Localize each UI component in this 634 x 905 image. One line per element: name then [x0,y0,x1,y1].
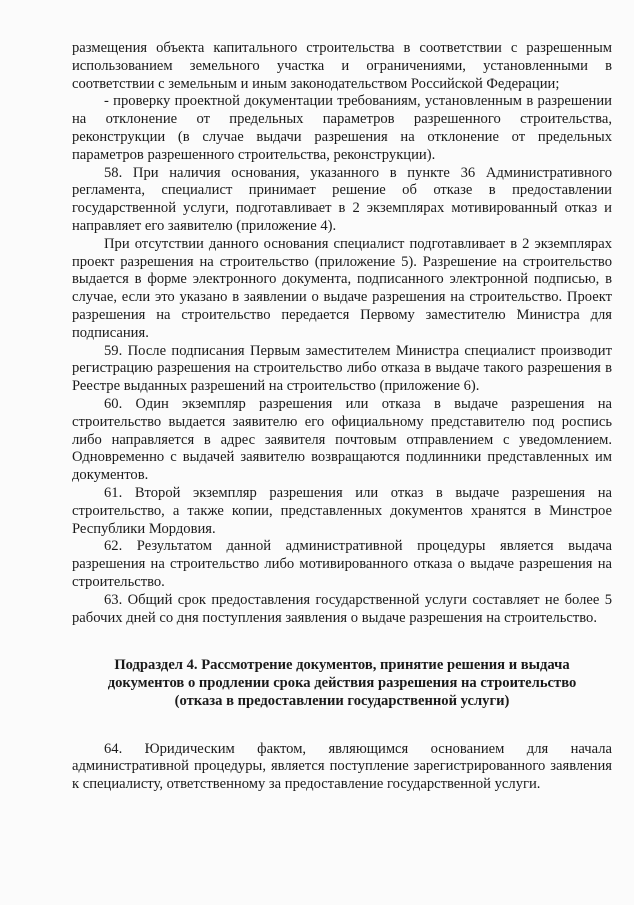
paragraph-58: 58. При наличия основания, указанного в пункте 36 Административного регламента, специалист принимает решение об отказе в предоставлении государственной услуги, подготавливает в 2 экземплярах мотивированный отказ и направляет его заявителю (приложение 4). [72,164,612,234]
paragraph-62: 62. Результатом данной административной процедуры является выдача разрешения на строительство либо мотивированного отказа о выдаче разрешения на строительство. [72,538,612,590]
paragraph-59: 59. После подписания Первым заместителем Министра специалист производит регистрацию разрешения на строительство либо отказа в выдаче такого разрешения в Реестре выданных разрешений на строительство (приложение 6). [72,342,612,395]
paragraph-64: 64. Юридическим фактом, являющимся основанием для начала административной процедуры, является поступление зарегистрированного заявления к специалисту, ответственному за предоставление государственной услуги. [72,740,612,793]
paragraph-1: размещения объекта капитального строительства в соответствии с разрешенным использованием земельного участка и ограничениями, установленными в соответствии с земельным и иным законодательством Российской Федерации; [72,40,612,92]
paragraph-2: - проверку проектной документации требованиям, установленным в разрешении на отклонение от предельных параметров разрешенного строительства, реконструкции (в случае выдачи разрешения на отклонение от предельных параметров разрешенного строительства, реконструкции). [72,93,612,163]
heading-line-2: документов о продлении срока действия разрешения на строительство [107,675,577,692]
paragraph-60: 60. Один экземпляр разрешения или отказа в выдаче разрешения на строительство выдается заявителю его официальному представителю под роспись либо направляется в адрес заявителя почтовым отправлением с уведомлением. Одновременно с выдачей заявителю возвращаются подлинники представленных им документов. [72,395,612,484]
paragraph-63: 63. Общий срок предоставления государственной услуги составляет не более 5 рабочих дней со дня поступления заявления о выдаче разрешения на строительство. [72,591,612,626]
heading-line-1: Подраздел 4. Рассмотрение документов, принятие решения и выдача [114,657,570,674]
paragraph-58-continued: При отсутствии данного основания специалист подготавливает в 2 экземплярах проект разрешения на строительство (приложение 5). Разрешение на строительство выдается в форме электронного документа, подписанного электронной подписью, в случае, если это указано в заявлении о выдаче разрешения на строительство. Проект разрешения на строительство передается Первому заместителю Министра для подписания. [72,235,612,341]
paragraph-61: 61. Второй экземпляр разрешения или отказ в выдаче разрешения на строительство, а также копии, представленных документов хранятся в Минстрое Республики Мордовия. [72,484,612,537]
subsection-heading [72,657,612,710]
heading-line-3: (отказа в предоставлении государственной услуги) [174,692,510,709]
